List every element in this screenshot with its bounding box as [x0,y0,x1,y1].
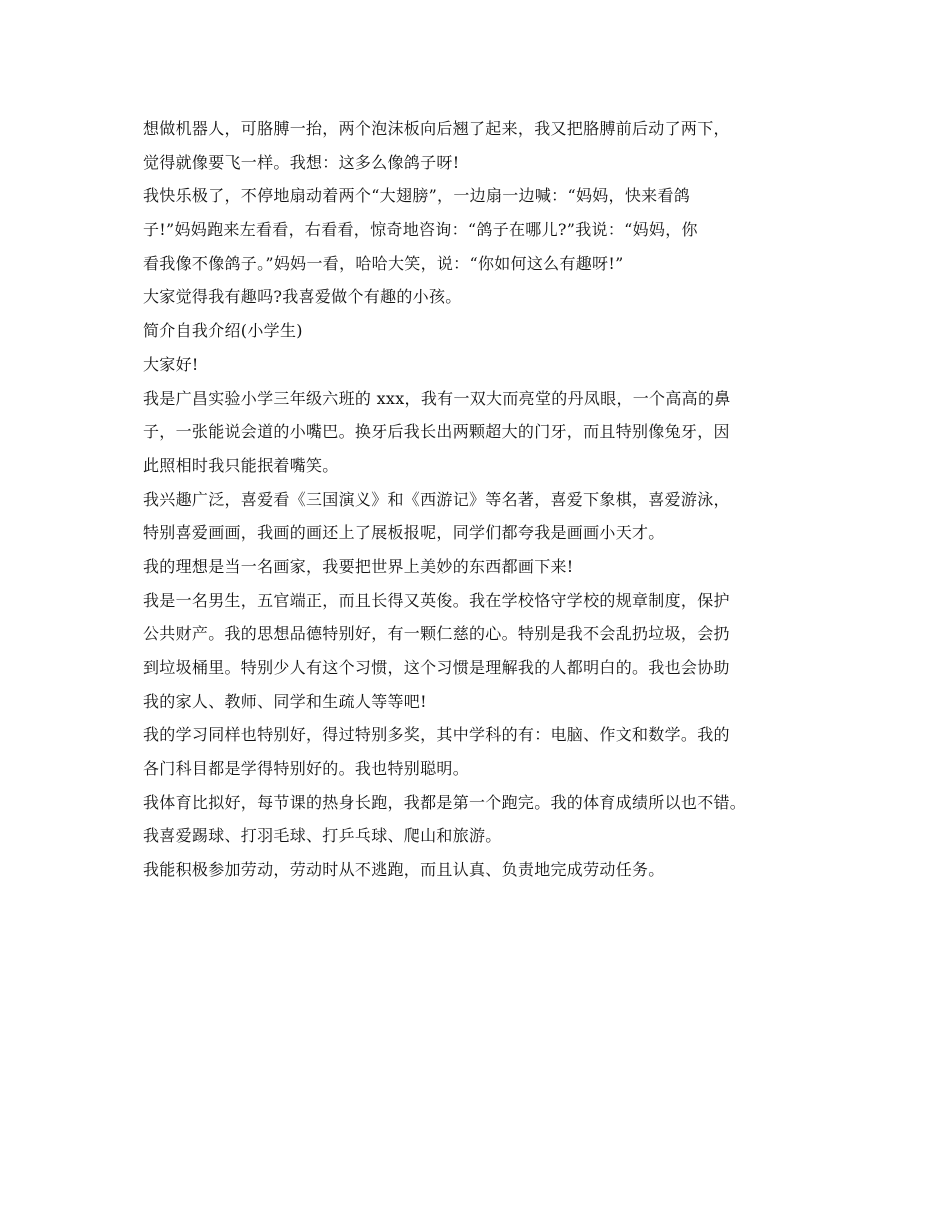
text-line: 我是广昌实验小学三年级六班的 xxx，我有一双大而亮堂的丹凤眼，一个高高的鼻 [143,388,731,408]
text-line: 我体育比拟好，每节课的热身长跑，我都是第一个跑完。我的体育成绩所以也不错。 [143,792,747,812]
text-line: 大家觉得我有趣吗?我喜爱做个有趣的小孩。 [143,287,462,307]
document-body [143,112,843,887]
greeting-line: 大家好! [143,354,199,374]
text-line: 子!”妈妈跑来左看看，右看看，惊奇地咨询：“鸽子在哪儿?”我说：“妈妈，你 [143,220,698,240]
section-heading: 简介自我介绍(小学生) [143,321,303,341]
text-line: 我能积极参加劳动，劳动时从不逃跑，而且认真、负责地完成劳动任务。 [143,860,665,880]
text-line: 公共财产。我的思想品德特别好，有一颗仁慈的心。特别是我不会乱扔垃圾，会扔 [143,624,730,644]
text-line: 此照相时我只能抿着嘴笑。 [143,455,339,475]
text-line: 看我像不像鸽子。”妈妈一看，哈哈大笑，说：“你如何这么有趣呀!” [143,253,624,273]
text-line: 我喜爱踢球、打羽毛球、打乒乓球、爬山和旅游。 [143,826,502,846]
text-line: 我兴趣广泛，喜爱看《三国演义》和《西游记》等名著，喜爱下象棋，喜爱游泳， [143,489,730,509]
text-line: 我是一名男生，五官端正，而且长得又英俊。我在学校恪守学校的规章制度，保护 [143,590,730,610]
text-line: 各门科目都是学得特别好的。我也特别聪明。 [143,759,470,779]
text-line: 觉得就像要飞一样。我想：这多么像鸽子呀! [143,152,460,172]
text-line: 子，一张能说会道的小嘴巴。换牙后我长出两颗超大的门牙，而且特别像兔牙，因 [143,422,730,442]
text-line: 特别喜爱画画，我画的画还上了展板报呢，同学们都夸我是画画小天才。 [143,523,665,543]
text-line: 到垃圾桶里。特别少人有这个习惯，这个习惯是理解我的人都明白的。我也会协助 [143,658,730,677]
text-line: 我的家人、教师、同学和生疏人等等吧! [143,691,427,711]
text-line: 我快乐极了，不停地扇动着两个“大翅膀”，一边扇一边喊：“妈妈，快来看鸽 [143,186,691,206]
text-line: 我的学习同样也特别好，得过特别多奖，其中学科的有：电脑、作文和数学。我的 [143,725,730,745]
text-line: 想做机器人，可胳膊一抬，两个泡沫板向后翘了起来，我又把胳膊前后动了两下， [143,119,730,138]
text-line: 我的理想是当一名画家，我要把世界上美妙的东西都画下来! [143,556,574,576]
